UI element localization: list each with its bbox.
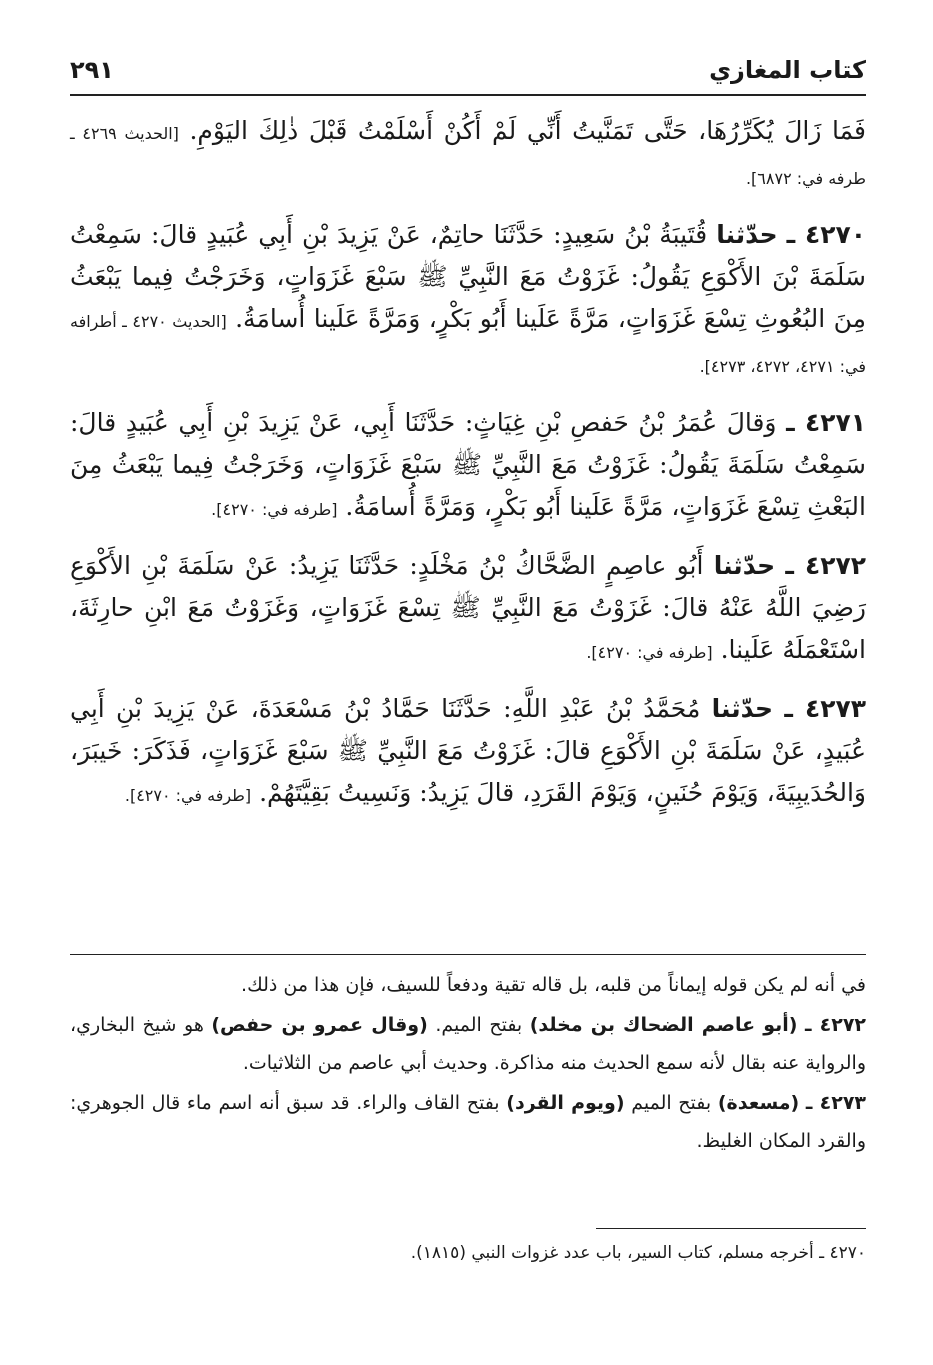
hadith-text: فَمَا زَالَ يُكَرِّرُهَا، حَتَّى تَمَنَّيتُ أَنِّي لَمْ أَكُنْ أَسْلَمْتُ قَبْلَ ذٰلِكَ اليَوْمِ. (189, 116, 866, 145)
hadith-4271 (70, 402, 866, 531)
hadith-reference: [طرفه في: ٤٢٧٠]. (586, 643, 713, 662)
haddathana-keyword: حدّثنا (711, 694, 774, 723)
commentary-text: في أنه لم يكن قوله إيماناً من قلبه، بل قاله تقية ودفعاً للسيف، فإن هذا من ذلك. (241, 974, 866, 996)
hadith-number: ٤٢٧٣ ـ (784, 694, 867, 723)
hadith-number: ٤٢٧٠ ـ (786, 220, 866, 249)
commentary-text: هو شيخ البخاري، والرواية عنه بقال لأنه سمع الحديث منه مذاكرة. وحديث أبي عاصم من الثلاثيات. (70, 1014, 866, 1074)
commentary-paragraph (70, 1084, 866, 1160)
hadith-reference: [طرفه في: ٤٢٧٠]. (211, 500, 338, 519)
commentary-keyword: (ويوم القرد) (506, 1092, 625, 1114)
hadith-4273 (70, 688, 866, 817)
hadith-reference: [طرفه في: ٤٢٧٠]. (124, 786, 252, 805)
commentary-keyword: (أبو عاصم الضحاك بن مخلد) (529, 1014, 798, 1036)
commentary-text: بفتح الميم. (427, 1014, 530, 1036)
running-title: كتاب المغازي (709, 56, 866, 84)
hadith-number: ٤٢٧١ ـ (786, 408, 867, 437)
commentary-paragraph (70, 966, 866, 1004)
hadith-text: قُتَيبَةُ بْنُ سَعِيدٍ: حَدَّثَنَا حاتِمٌ، عَنْ يَزِيدَ بْنِ أَبِي عُبَيدٍ قالَ: سَمِعْتُ سَلَمَةَ بْنَ الأَكْوَعِ يَقُولُ: غَزَوْتُ مَعَ النَّبِيِّ ﷺ سَبْعَ غَزَوَاتٍ، وَخَرَجْتُ فِيما يَبْعَثُ مِنَ البُعُوثِ تِسْعَ غَزَوَاتٍ، مَرَّةً عَلَينا أَبُو بَكْرٍ، وَمَرَّةً عَلَينا أُسامَةُ. (70, 220, 867, 333)
main-text (70, 110, 866, 817)
commentary-divider (70, 954, 866, 955)
book-page (70, 48, 866, 1328)
footnote: ٤٢٧٠ ـ أخرجه مسلم، كتاب السير، باب عدد غزوات النبي (١٨١٥). (410, 1243, 866, 1263)
hadith-number: ٤٢٧٢ ـ (785, 551, 867, 580)
hadith-reference: [الحديث ٤٢٦٩ ـ طرفه في: ٦٨٧٢]. (70, 124, 866, 188)
commentary-text: بفتح القاف والراء. قد سبق أنه اسم ماء قال الجوهري: والقرد المكان الغليظ. (70, 1092, 866, 1152)
hadith-4270 (70, 214, 866, 388)
commentary-keyword: (وقال عمرو بن حفص) (211, 1014, 428, 1036)
hadith-4269-end (70, 110, 866, 200)
hadith-text: وَقالَ عُمَرُ بْنُ حَفصِ بْنِ غِيَاثٍ: حَدَّثَنَا أَبِي، عَنْ يَزِيدَ بْنِ أَبِي عُبَيدٍ قالَ: سَمِعْتُ سَلَمَةَ يَقُولُ: غَزَوْتُ مَعَ النَّبِيِّ ﷺ سَبْعَ غَزَوَاتٍ، وَخَرَجْتُ فِيما يَبْعَثُ مِنَ البَعْثِ تِسْعَ غَزَوَاتٍ، مَرَّةً عَلَينا أَبُو بَكْرٍ، وَمَرَّةً أُسامَةُ. (70, 408, 866, 521)
hadith-reference: [الحديث ٤٢٧٠ ـ أطرافه في: ٤٢٧١، ٤٢٧٢، ٤٢٧٣]. (70, 312, 866, 376)
commentary-keyword: (مسعدة) (717, 1092, 800, 1114)
page-header (70, 48, 866, 96)
commentary-paragraph (70, 1006, 866, 1082)
footnote-divider (596, 1228, 866, 1229)
page-number: ٢٩١ (70, 56, 114, 84)
commentary-number: ٤٢٧٣ ـ (805, 1092, 867, 1114)
hadith-text: أَبُو عاصِمٍ الضَّحَّاكُ بْنُ مَخْلَدٍ: حَدَّثَنَا يَزِيدُ: عَنْ سَلَمَةَ بْنِ الأَكْوَعِ رَضِيَ اللَّهُ عَنْهُ قالَ: غَزَوْتُ مَعَ النَّبِيِّ ﷺ تِسْعَ غَزَوَاتٍ، وَغَزَوْتُ مَعَ ابْنِ حارِثَةَ، اسْتَعْمَلَهُ عَلَينا. (70, 551, 866, 664)
commentary-number: ٤٢٧٢ ـ (805, 1014, 867, 1036)
haddathana-keyword: حدّثنا (713, 551, 776, 580)
commentary-section (70, 966, 866, 1162)
hadith-4272 (70, 545, 866, 674)
haddathana-keyword: حدّثنا (716, 220, 778, 249)
hadith-text: مُحَمَّدُ بْنُ عَبْدِ اللَّهِ: حَدَّثَنَا حَمَّادُ بْنُ مَسْعَدَةَ، عَنْ يَزِيدَ بْنِ أَبِي عُبَيدٍ، عَنْ سَلَمَةَ بْنِ الأَكْوَعِ قالَ: غَزَوْتُ مَعَ النَّبِيِّ ﷺ سَبْعَ غَزَوَاتٍ، فَذَكَرَ: خَيبَرَ، وَالحُدَيبِيَةَ، وَيَوْمَ حُنَينٍ، وَيَوْمَ القَرَدِ، قالَ يَزِيدُ: وَنَسِيتُ بَقِيَّتَهُمْ. (70, 694, 866, 807)
commentary-text: بفتح الميم (624, 1092, 718, 1114)
